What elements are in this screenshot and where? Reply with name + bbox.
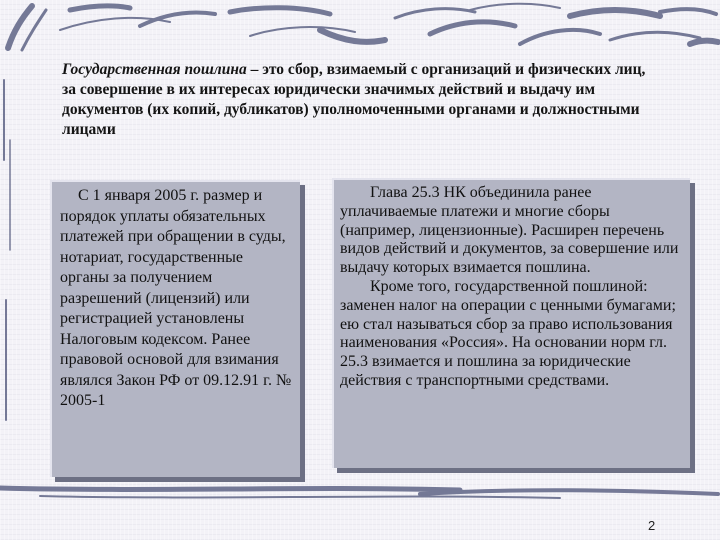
left-box-text: С 1 января 2005 г. размер и порядок уплаты обязательных платежей при обращении в суды, нотариат, государственные органы за получением разрешений (лицензий) или регистрацией установлены Налоговым кодексом. Ранее правовой основой для взимания являлся Закон РФ от 09.12.91 г. № 2005-1 (60, 187, 292, 409)
right-box-paragraph-1: Глава 25.3 НК объединила ранее уплачиваемые платежи и многие сборы (например, лицензионные). Расширен перечень видов действий и документов, за совершение или выдачу которых взимается пошлина. (340, 184, 679, 277)
intro-definition-text: – это сбор, взимаемый с организаций и физических лиц, за совершение в их интересах юридически значимых действий и выдачу им документов (их копий, дубликатов) уполномоченными органами и должностными лицами (62, 61, 646, 138)
intro-term: Государственная пошлина (62, 61, 247, 78)
right-box-paragraph-2: Кроме того, государственной пошлиной: заменен налог на операции с ценными бумагами; ею стал называться сбор за право использования наименования «Россия». На основании норм гл. 25.3 взимается и пошлина за юридические действия с транспортными средствами. (340, 277, 676, 389)
left-text-box (50, 180, 300, 477)
right-text-box (332, 178, 690, 468)
intro-definition (62, 60, 662, 140)
page-number: 2 (648, 518, 656, 533)
